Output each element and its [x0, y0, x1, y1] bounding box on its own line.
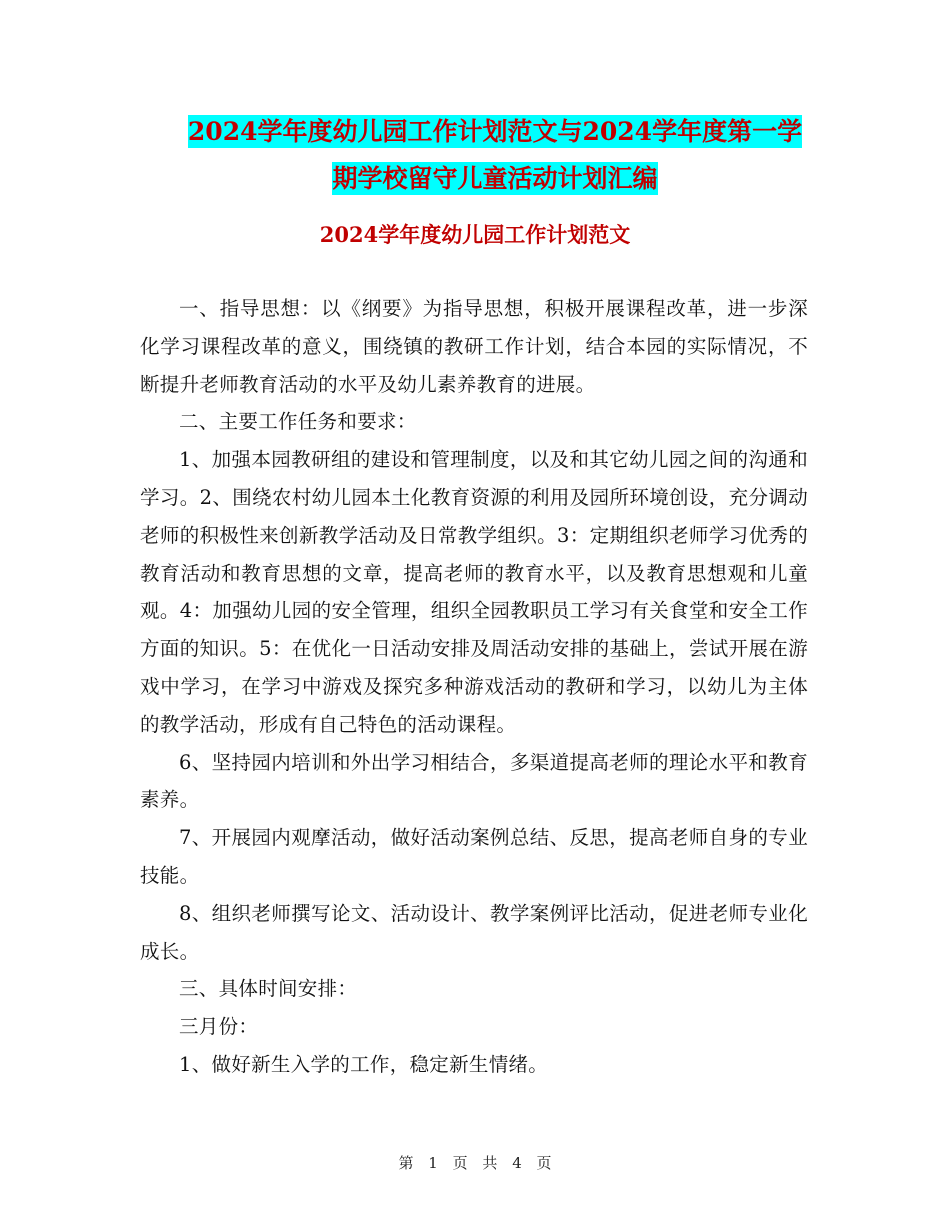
- paragraph-main-tasks-heading: 二、主要工作任务和要求：: [179, 410, 417, 434]
- document-body: [140, 290, 808, 1084]
- footer-page-mid: 页: [452, 1154, 468, 1172]
- footer-page-prefix: 第: [398, 1154, 414, 1172]
- section-title: 2024学年度幼儿园工作计划范文: [319, 222, 631, 247]
- document-title-line-2: 期学校留守儿童活动计划汇编: [332, 164, 658, 193]
- paragraph-task-7: 7、开展园内观摩活动，做好活动案例总结、反思，提高老师自身的专业技能。: [140, 826, 808, 887]
- document-title-line-1: 2024学年度幼儿园工作计划范文与2024学年度第一学: [187, 117, 803, 146]
- paragraph-schedule-heading: 三、具体时间安排：: [179, 977, 358, 1001]
- footer-total-pages: 4: [512, 1154, 522, 1172]
- paragraph-tasks-1-5: 1、加强本园教研组的建设和管理制度，以及和其它幼儿园之间的沟通和学习。2、围绕农村幼儿园本土化教育资源的利用及园所环境创设，充分调动老师的积极性来创新教学活动及日常教学组织。3：定期组织老师学习优秀的教育活动和教育思想的文章，提高老师的教育水平，以及教育思想观和儿童观。4：加强幼儿园的安全管理，组织全园教职员工学习有关食堂和安全工作方面的知识。5：在优化一日活动安排及周活动安排的基础上，尝试开展在游戏中学习，在学习中游戏及探究多种游戏活动的教研和学习，以幼儿为主体的教学活动，形成有自己特色的活动课程。: [140, 448, 808, 736]
- paragraph-march-item-1: 1、做好新生入学的工作，稳定新生情绪。: [179, 1052, 549, 1076]
- footer-page-suffix: 页: [536, 1154, 552, 1172]
- paragraph-task-6: 6、坚持园内培训和外出学习相结合，多渠道提高老师的理论水平和教育素养。: [140, 750, 808, 812]
- footer-total-prefix: 共: [482, 1154, 498, 1172]
- paragraph-task-8: 8、组织老师撰写论文、活动设计、教学案例评比活动，促进老师专业化成长。: [140, 901, 808, 963]
- page-footer: [0, 1152, 950, 1173]
- paragraph-march-heading: 三月份：: [179, 1015, 259, 1039]
- document-title: [140, 108, 850, 202]
- paragraph-guiding-ideology: 一、指导思想：以《纲要》为指导思想，积极开展课程改革，进一步深化学习课程改革的意义，围绕镇的教研工作计划，结合本园的实际情况，不断提升老师教育活动的水平及幼儿素养教育的进展。: [140, 297, 808, 396]
- footer-page-number: 1: [428, 1154, 438, 1172]
